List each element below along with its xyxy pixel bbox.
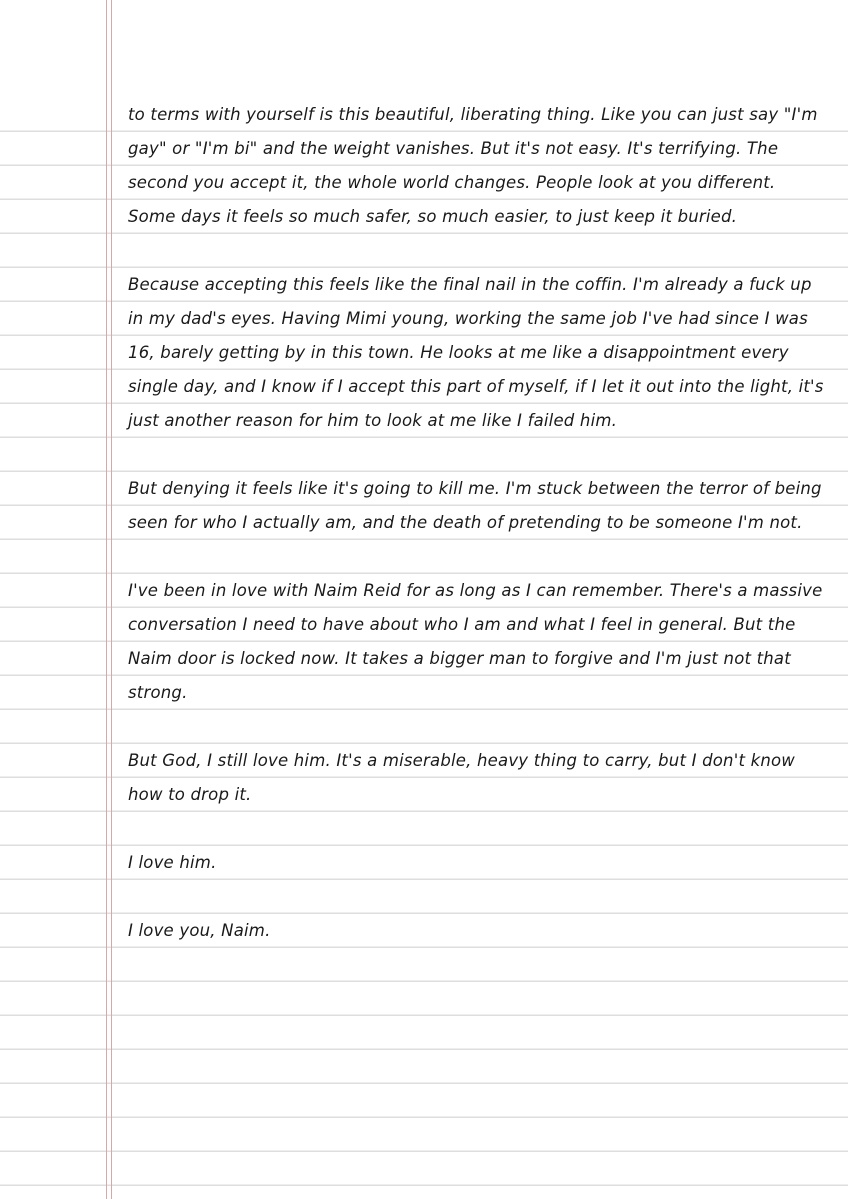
handwritten-text xyxy=(128,98,828,982)
paragraph: I've been in love with Naim Reid for as long as I can remember. There's a massive conversation I need to have about who I am and what I feel in general. But the Naim door is locked now. It takes a bigger man to forgive and I'm just not that strong. xyxy=(128,581,823,702)
paragraph: But God, I still love him. It's a miserable, heavy thing to carry, but I don't know how to drop it. xyxy=(128,751,795,804)
paragraph: I love him. xyxy=(128,853,217,872)
margin-line-inner xyxy=(111,0,112,1199)
paragraph: Because accepting this feels like the final nail in the coffin. I'm already a fuck up in my dad's eyes. Having Mimi young, working the same job I've had since I was 16, barely getting by in this town. He looks at me like a disappointment every single day, and I know if I accept this part of myself, if I let it out into the light, it's just another reason for him to look at me like I failed him. xyxy=(128,275,824,430)
paragraph: But denying it feels like it's going to kill me. I'm stuck between the terror of being seen for who I actually am, and the death of pretending to be someone I'm not. xyxy=(128,479,822,532)
paragraph: to terms with yourself is this beautiful, liberating thing. Like you can just say "I'm gay" or "I'm bi" and the weight vanishes. But it's not easy. It's terrifying. The second you accept it, the whole world changes. People look at you different. Some days it feels so much safer, so much easier, to just keep it buried. xyxy=(128,105,818,226)
paragraph: I love you, Naim. xyxy=(128,921,271,940)
margin-line-outer xyxy=(106,0,107,1199)
